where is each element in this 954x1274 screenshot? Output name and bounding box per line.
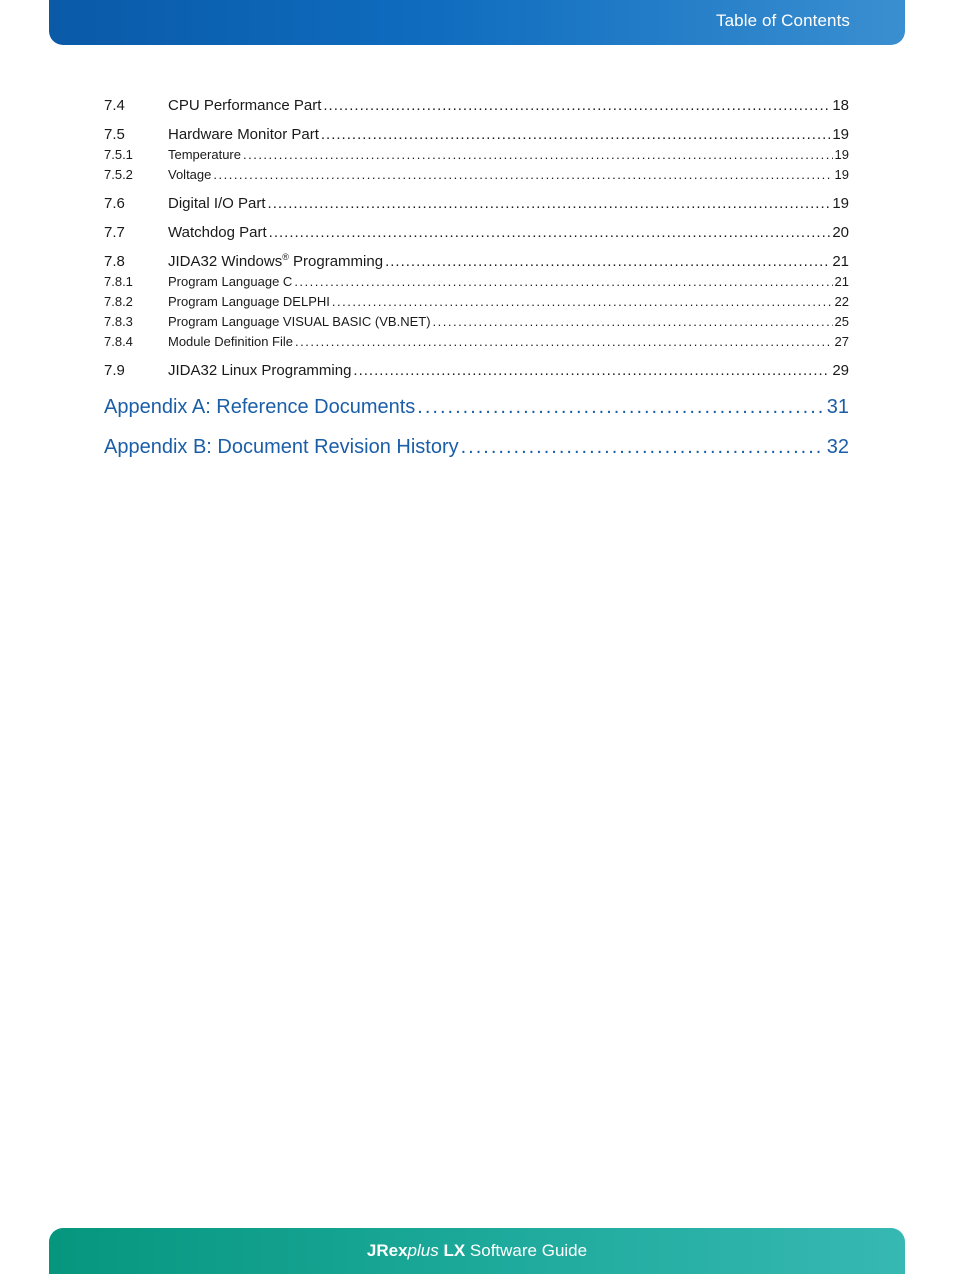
- toc-entry-title: Digital I/O Part: [168, 195, 266, 212]
- toc-leader-dots: [294, 274, 832, 289]
- toc-entry-page: 22: [834, 294, 849, 309]
- toc-entry-page: 25: [834, 314, 849, 329]
- toc-entry-7-7[interactable]: [104, 224, 849, 244]
- footer-brand-model: LX: [438, 1241, 466, 1260]
- toc-entry-7-5-1[interactable]: [104, 147, 849, 165]
- toc-entry-7-5[interactable]: [104, 126, 849, 146]
- header-title: Table of Contents: [715, 11, 850, 30]
- toc-entry-page: 20: [832, 224, 849, 241]
- footer-document-title: [49, 1241, 905, 1261]
- toc-entry-page: 19: [834, 147, 849, 162]
- toc-entry-title: Temperature: [168, 147, 241, 162]
- toc-entry-title-rest: Programming: [288, 253, 384, 270]
- toc-entry-7-8-3[interactable]: [104, 314, 849, 332]
- toc-entry-number: 7.8.2: [104, 294, 133, 309]
- toc-entry-title: CPU Performance Part: [168, 97, 322, 114]
- toc-entry-title: [168, 253, 383, 270]
- toc-entry-page: 18: [832, 97, 849, 114]
- toc-entry-number: 7.5.1: [104, 147, 133, 162]
- toc-entry-number: 7.8.4: [104, 334, 133, 349]
- toc-entry-7-8[interactable]: [104, 253, 849, 273]
- toc-leader-dots: [295, 334, 833, 349]
- toc-leader-dots: [321, 126, 830, 143]
- footer-bar: [49, 1228, 905, 1274]
- toc-leader-dots: [332, 294, 833, 309]
- toc-entry-title: Watchdog Part: [168, 224, 267, 241]
- toc-entry-title: Program Language DELPHI: [168, 294, 330, 309]
- toc-entry-7-8-1[interactable]: [104, 274, 849, 292]
- toc-entry-title-main: JIDA32 Windows: [168, 253, 283, 270]
- toc-entry-title: Module Definition File: [168, 334, 294, 349]
- toc-entry-number: 7.8.1: [104, 274, 133, 289]
- toc-leader-dots: [353, 362, 830, 379]
- toc-appendix-title: Appendix A: Reference Documents: [104, 396, 416, 418]
- toc-entry-title: Voltage: [168, 167, 212, 182]
- toc-entry-title: Program Language VISUAL BASIC (VB.NET): [168, 314, 431, 329]
- header-bar: [49, 0, 905, 45]
- toc-entry-title: Program Language C: [168, 274, 293, 289]
- toc-entry-number: 7.5.2: [104, 167, 133, 182]
- toc-entry-page: 19: [832, 126, 849, 143]
- toc-leader-dots: [461, 436, 825, 459]
- toc-leader-dots: [323, 97, 830, 114]
- toc-entry-title: Hardware Monitor Part: [168, 126, 319, 143]
- toc-appendix-page: 31: [826, 396, 849, 418]
- toc-entry-7-6[interactable]: [104, 195, 849, 215]
- toc-appendix-page: 32: [826, 436, 849, 458]
- toc-entry-page: 19: [832, 195, 849, 212]
- toc-leader-dots: [433, 314, 833, 329]
- toc-entry-page: 29: [832, 362, 849, 379]
- toc-entry-7-8-4[interactable]: [104, 334, 849, 352]
- toc-entry-page: 19: [834, 167, 849, 182]
- toc-entry-number: 7.5: [104, 126, 125, 143]
- footer-brand-name: JRex: [366, 1241, 408, 1260]
- toc-entry-number: 7.8: [104, 253, 125, 270]
- toc-leader-dots: [385, 253, 830, 270]
- registered-mark: ®: [282, 252, 289, 262]
- toc-entry-title: JIDA32 Linux Programming: [168, 362, 352, 379]
- toc-entry-7-8-2[interactable]: [104, 294, 849, 312]
- toc-leader-dots: [417, 396, 824, 419]
- toc-entry-number: 7.6: [104, 195, 125, 212]
- toc-entry-7-9[interactable]: [104, 362, 849, 382]
- footer-guide-label: Software Guide: [465, 1241, 588, 1260]
- toc-entry-7-4[interactable]: [104, 97, 849, 117]
- toc-appendix-title: Appendix B: Document Revision History: [104, 436, 459, 458]
- toc-leader-dots: [268, 195, 831, 212]
- toc-entry-page: 27: [834, 334, 849, 349]
- toc-entry-number: 7.9: [104, 362, 125, 379]
- toc-entry-number: 7.4: [104, 97, 125, 114]
- toc-entry-page: 21: [834, 274, 849, 289]
- toc-appendix-a[interactable]: [104, 396, 849, 424]
- toc-appendix-b[interactable]: [104, 436, 849, 464]
- toc-entry-number: 7.8.3: [104, 314, 133, 329]
- toc-leader-dots: [213, 167, 832, 182]
- toc-leader-dots: [269, 224, 831, 241]
- toc-entry-number: 7.7: [104, 224, 125, 241]
- footer-brand-plus: plus: [407, 1241, 439, 1260]
- toc-entry-page: 21: [832, 253, 849, 270]
- toc-leader-dots: [243, 147, 833, 162]
- toc-entry-7-5-2[interactable]: [104, 167, 849, 185]
